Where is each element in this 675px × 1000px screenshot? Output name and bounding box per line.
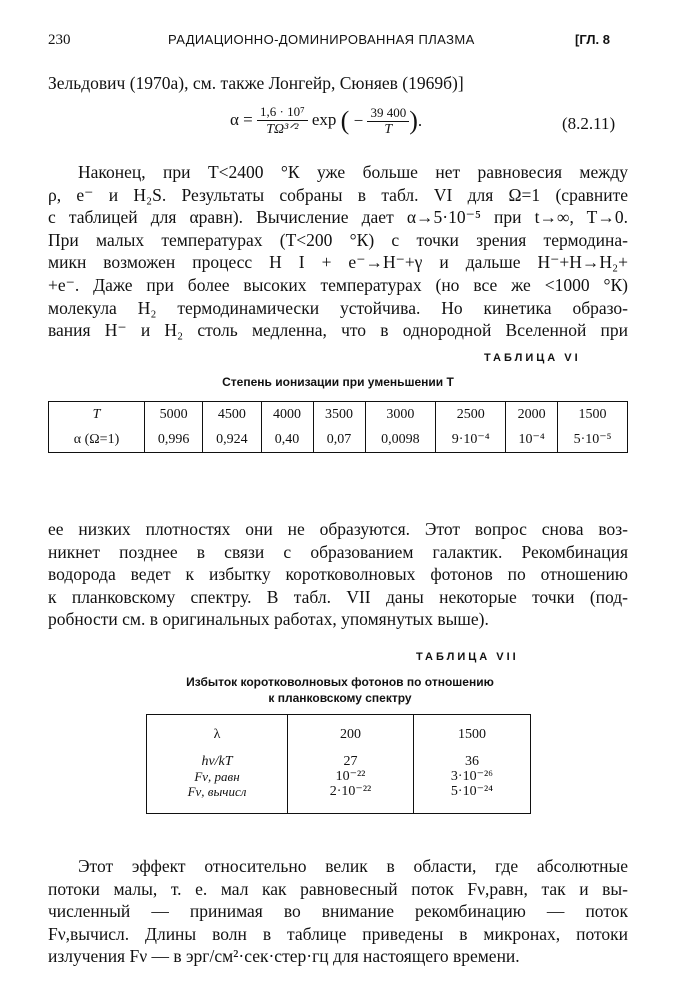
text-line: никнет позднее в связи с образованием галактик. Рекомбинация [48,541,628,562]
table-6-label: ТАБЛИЦА VI [484,352,581,364]
table-cell: 2000 10⁻⁴ [506,402,558,453]
table-cell: 200 27 10⁻²² 2·10⁻²² [288,715,414,814]
table-cell: 4500 0,924 [203,402,261,453]
text-line: численный — принимая во внимание рекомбинацию — поток [48,901,628,922]
formula-exp: exp [311,109,337,129]
intro-line [48,72,628,95]
formula-lhs: α = [230,109,253,129]
text-line: Этот эффект относительно велик в области, где абсолютные [78,856,628,876]
table-cell: T α (Ω=1) [49,402,145,453]
formula-fraction [257,104,308,138]
formula-numerator: 1,6 · 10⁷ [257,104,308,121]
text-line: робности см. в оригинальных работах, упомянутых выше). [48,609,489,630]
paragraph-1 [48,161,628,342]
text-line: Зельдович (1970а), см. также Лонгейр, Сюняев (1969б)] [48,73,464,93]
table-cell: 2500 9·10⁻⁴ [436,402,506,453]
text-line: потоки малы, т. е. мал как равновесный поток Fν,равн, так и вы- [48,878,628,899]
table-cell: λ hν/kT Fν, равн Fν, вычисл [147,715,288,814]
running-header [0,32,675,52]
text-line: микн возможен процесс H I + e⁻→H⁻+γ и дальше H⁻+H→H₂+ [48,252,628,273]
text-line: ρ, e⁻ и H₂S. Результаты собраны в табл. VI для Ω=1 (сравните [48,184,628,205]
formula-denominator: TΩ³ᐟ² [266,122,299,137]
page-number: 230 [48,32,71,48]
text-line: с таблицей для αравн). Вычисление дает α→5·10⁻⁵ при t→∞, T→0. [48,207,628,228]
paragraph-3 [48,855,628,968]
table-cell: 5000 0,996 [145,402,203,453]
text-line: Наконец, при T<2400 °К уже больше нет равновесия между [78,162,628,182]
table-7-caption-1: Избыток коротковолновых фотонов по отношению [186,675,494,689]
table-row [147,715,531,814]
table-cell: 3500 0,07 [313,402,365,453]
table-cell: 1500 36 3·10⁻²⁶ 5·10⁻²⁴ [414,715,531,814]
text-line: +e⁻. Даже при более высоких температурах (но все же <1000 °К) [48,274,628,295]
table-row [49,402,628,453]
formula-inner-denominator: T [384,121,393,137]
chapter-label: [ГЛ. 8 [575,32,610,47]
text-line: излучения Fν — в эрг/см²·сек·стер·гц для настоящего времени. [48,946,520,967]
text-line: Fν,вычисл. Длины волн в таблице приведены в микронах, потоки [48,923,628,944]
table-cell: 3000 0,0098 [365,402,436,453]
table-7-caption-2: к планковскому спектру [268,691,412,705]
table-6 [48,401,628,453]
text-line: вания H⁻ и H₂ столь медленна, что в однородной Вселенной при [48,320,628,341]
text-line: При малых температурах (T<200 °К) с точки зрения термодина- [48,229,628,250]
running-title: РАДИАЦИОННО-ДОМИНИРОВАННАЯ ПЛАЗМА [168,32,475,47]
text-line: ее низких плотностях они не образуются. Этот вопрос снова воз- [48,519,628,539]
paragraph-2 [48,518,628,631]
table-6-caption: Степень ионизации при уменьшении T [222,375,454,389]
table-cell: 4000 0,40 [261,402,313,453]
table-7 [146,714,531,814]
table-cell: 1500 5·10⁻⁵ [558,402,628,453]
table-7-label: ТАБЛИЦА VII [416,651,519,663]
text-line: к планковскому спектру. В табл. VII даны некоторые точки (под- [48,586,628,607]
text-line: водорода ведет к избытку коротковолновых фотонов по отношению [48,564,628,585]
formula-inner-fraction [367,105,409,138]
formula-inner-numerator: 39 400 [367,105,409,122]
text-line: молекула H₂ термодинамически устойчива. Но кинетика образо- [48,297,628,318]
equation-number: (8.2.11) [562,114,616,133]
equation-8-2-11: α = $\frac{\text{1,6 · 10⁷}}{\text{TΩ³ᐟ²}}$ exp ( − $\frac{39 400}{T}$ ). (8.2.11) [230,104,616,137]
